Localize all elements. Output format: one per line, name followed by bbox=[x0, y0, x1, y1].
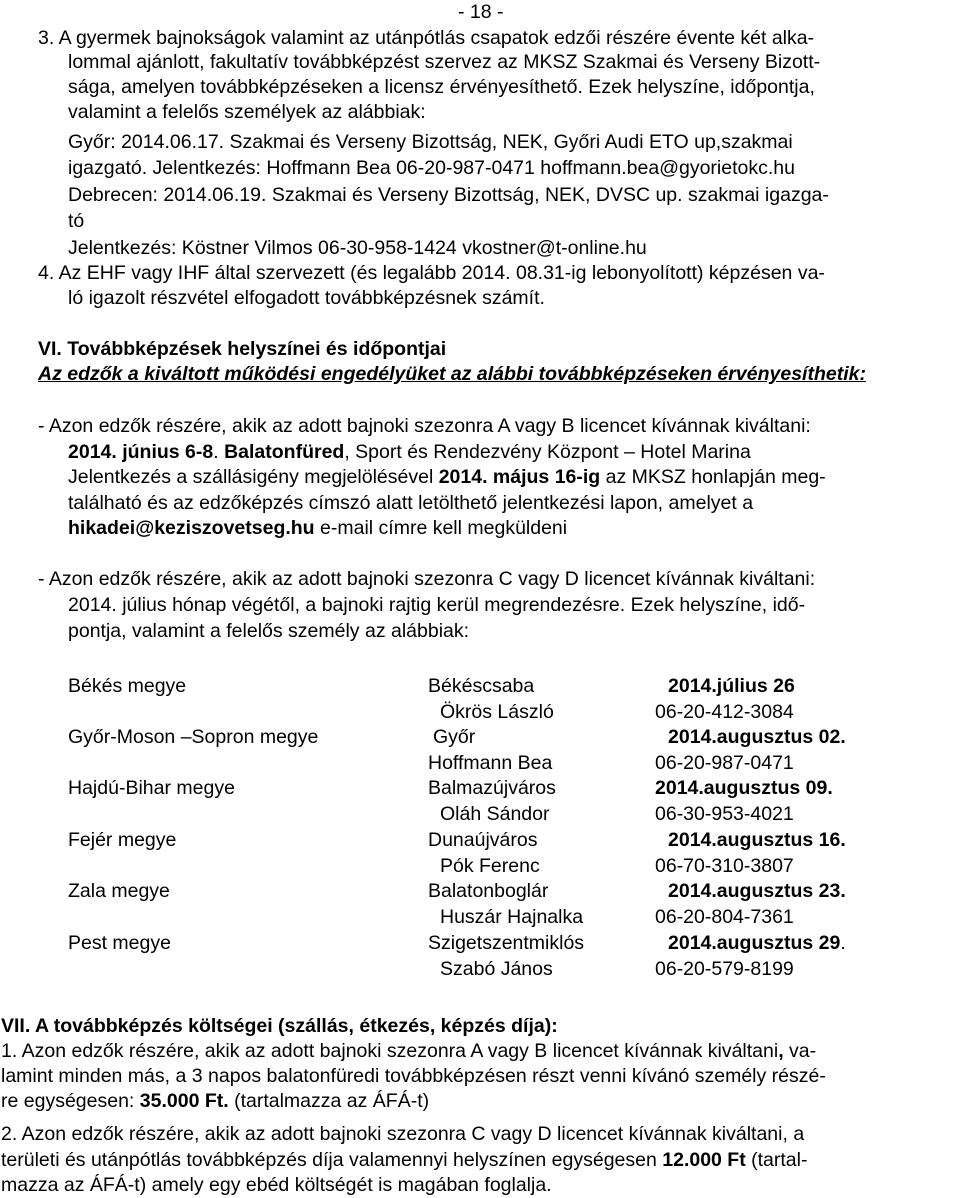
contact-phone: 06-30-953-4021 bbox=[655, 803, 794, 825]
section-3-line-1: 3. A gyermek bajnokságok valamint az utánpótlás csapatok edzői részére évente két alka- bbox=[38, 27, 815, 49]
page-number: - 18 - bbox=[458, 1, 504, 23]
county: Hajdú-Bihar megye bbox=[68, 777, 235, 799]
date-value: 2014.augusztus 29 bbox=[668, 932, 841, 954]
contact-person: Pók Ferenc bbox=[440, 855, 540, 877]
section-3-line-9: Jelentkezés: Köstner Vilmos 06-30-958-1424 vkostner@t-online.hu bbox=[68, 237, 647, 259]
event-location: Balatonfüred bbox=[224, 441, 345, 463]
bullet-2-line-3: pontja, valamint a felelős személy az alábbiak: bbox=[68, 620, 470, 642]
event-date: 2014. június 6-8 bbox=[68, 441, 214, 463]
city: Balmazújváros bbox=[428, 777, 556, 799]
section-vi-subheading: Az edzők a kiváltott működési engedélyüket az alábbi továbbképzéseken érvényesíthetik: bbox=[38, 363, 866, 385]
cost-1-text-cont: va- bbox=[783, 1040, 817, 1062]
contact-person: Oláh Sándor bbox=[440, 803, 550, 825]
registration-text-cont: az MKSZ honlapján meg- bbox=[600, 466, 826, 488]
contact-person: Szabó János bbox=[440, 958, 553, 980]
section-3-line-7: Debrecen: 2014.06.19. Szakmai és Verseny Bizottság, NEK, DVSC up. szakmai igazga- bbox=[68, 184, 829, 206]
section-3-line-4: valamint a felelős személyek az alábbiak: bbox=[68, 101, 426, 123]
contact-phone: 06-20-579-8199 bbox=[655, 958, 794, 980]
contact-person: Ökrös László bbox=[440, 701, 554, 723]
section-3-line-3: sága, amelyen továbbképzéseken a licensz érvényesíthető. Ezek helyszíne, időpontja, bbox=[68, 76, 815, 98]
cost-2-line-3: mazza az ÁFÁ-t) amely egy ebéd költségét is magában foglalja. bbox=[1, 1174, 552, 1196]
cost-2-line-1: 2. Azon edzők részére, akik az adott bajnoki szezonra C vagy D licencet kívánnak kiváltani, a bbox=[1, 1123, 805, 1145]
cost-2-text-cont: (tartal- bbox=[745, 1149, 808, 1171]
cost-1-line-2: lamint minden más, a 3 napos balatonfüredi továbbképzésen részt venni kívánó személy részé- bbox=[1, 1065, 826, 1087]
cost-1-vat-note: (tartalmazza az ÁFÁ-t) bbox=[228, 1090, 430, 1112]
section-vii-heading: VII. A továbbképzés költségei (szállás, étkezés, képzés díja): bbox=[1, 1015, 558, 1037]
date: 2014.augusztus 23. bbox=[668, 880, 846, 902]
cost-1-line-3 bbox=[1, 1089, 429, 1113]
date bbox=[668, 931, 846, 955]
contact-phone: 06-20-987-0471 bbox=[655, 752, 794, 774]
bullet-1-line-2 bbox=[68, 440, 751, 464]
bullet-1-line-4: található és az edzőképzés címszó alatt letölthető jelentkezési lapon, amelyet a bbox=[68, 492, 754, 514]
county: Pest megye bbox=[68, 932, 171, 954]
city: Békéscsaba bbox=[428, 675, 535, 697]
city: Dunaújváros bbox=[428, 829, 538, 851]
cost-1-line-1 bbox=[1, 1039, 816, 1063]
contact-person: Hoffmann Bea bbox=[428, 752, 553, 774]
section-4-line-2: ló igazolt részvétel elfogadott továbbképzésnek számít. bbox=[68, 287, 545, 309]
date: 2014.július 26 bbox=[668, 675, 795, 697]
section-vi-heading: VI. Továbbképzések helyszínei és időpontjai bbox=[38, 338, 447, 360]
cost-2-amount: 12.000 Ft bbox=[662, 1149, 746, 1171]
bullet-1-line-1: - Azon edzők részére, akik az adott bajnoki szezonra A vagy B licencet kívánnak kiváltani: bbox=[38, 415, 811, 437]
section-3-line-8: tó bbox=[68, 210, 85, 232]
city: Szigetszentmiklós bbox=[428, 932, 585, 954]
city: Győr bbox=[433, 726, 476, 748]
county: Fejér megye bbox=[68, 829, 177, 851]
county: Győr-Moson –Sopron megye bbox=[68, 726, 319, 748]
county: Békés megye bbox=[68, 675, 187, 697]
county: Zala megye bbox=[68, 880, 170, 902]
section-4-line-1: 4. Az EHF vagy IHF által szervezett (és legalább 2014. 08.31-ig lebonyolított) képzésen va- bbox=[38, 262, 825, 284]
section-3-line-5: Győr: 2014.06.17. Szakmai és Verseny Bizottság, NEK, Győri Audi ETO up,szakmai bbox=[68, 131, 793, 153]
cost-2-text: területi és utánpótlás továbbképzés díja valamennyi helyszínen egységesen bbox=[1, 1149, 663, 1171]
section-3-line-6: igazgató. Jelentkezés: Hoffmann Bea 06-20-987-0471 hoffmann.bea@gyorietokc.hu bbox=[68, 157, 795, 179]
cost-1-comma: , bbox=[778, 1040, 784, 1062]
cost-1-text: 1. Azon edzők részére, akik az adott bajnoki szezonra A vagy B licencet kívánnak kiváltani bbox=[1, 1040, 779, 1062]
registration-text: Jelentkezés a szállásigény megjelölésével bbox=[68, 466, 439, 488]
contact-phone: 06-20-804-7361 bbox=[655, 906, 794, 928]
bullet-2-line-1: - Azon edzők részére, akik az adott bajnoki szezonra C vagy D licencet kívánnak kiváltani: bbox=[38, 568, 816, 590]
date-suffix: . bbox=[840, 932, 846, 954]
date: 2014.augusztus 02. bbox=[668, 726, 846, 748]
city: Balatonboglár bbox=[428, 880, 549, 902]
contact-phone: 06-20-412-3084 bbox=[655, 701, 794, 723]
registration-deadline: 2014. május 16-ig bbox=[438, 466, 601, 488]
bullet-1-line-5 bbox=[68, 516, 567, 540]
section-3-line-2: lommal ajánlott, fakultatív továbbképzést szervez az MKSZ Szakmai és Verseny Bizott- bbox=[68, 51, 821, 73]
event-venue: , Sport és Rendezvény Központ – Hotel Marina bbox=[344, 441, 751, 463]
contact-person: Huszár Hajnalka bbox=[440, 906, 584, 928]
cost-1-label: re egységesen: bbox=[1, 1090, 140, 1112]
email-instruction: e-mail címre kell megküldeni bbox=[314, 517, 568, 539]
cost-1-amount: 35.000 Ft. bbox=[139, 1090, 229, 1112]
bullet-2-line-2: 2014. július hónap végétől, a bajnoki rajtig kerül megrendezésre. Ezek helyszíne, idő- bbox=[68, 594, 806, 616]
date: 2014.augusztus 16. bbox=[668, 829, 846, 851]
contact-email-link[interactable]: hikadei@keziszovetseg.hu bbox=[68, 517, 315, 539]
bullet-1-line-3 bbox=[68, 465, 826, 489]
date: 2014.augusztus 09. bbox=[655, 777, 833, 799]
cost-2-line-2 bbox=[1, 1148, 807, 1172]
separator: . bbox=[213, 441, 225, 463]
contact-phone: 06-70-310-3807 bbox=[655, 855, 794, 877]
